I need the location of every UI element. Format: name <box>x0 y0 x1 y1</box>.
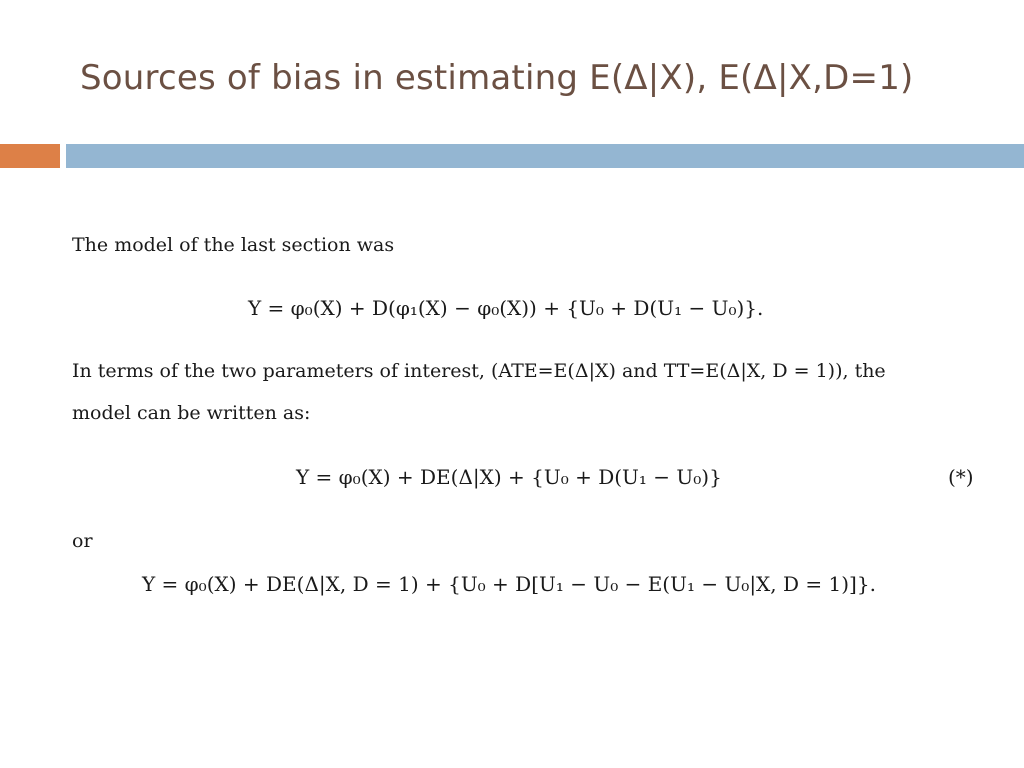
equation-2: Y = φ₀(X) + DE(Δ|X) + {U₀ + D(U₁ − U₀)} <box>296 465 722 489</box>
intro-text: The model of the last section was <box>72 234 395 256</box>
accent-bar-orange <box>0 144 60 168</box>
slide-title: Sources of bias in estimating E(Δ|X), E(Δ|X,D=1) <box>80 58 914 98</box>
equation-2-tag: (*) <box>948 465 974 489</box>
accent-bar-blue <box>66 144 1024 168</box>
parameters-text-line-1: In terms of the two parameters of interest, (ATE=E(Δ|X) and TT=E(Δ|X, D = 1)), the <box>72 360 886 382</box>
or-text: or <box>72 530 93 552</box>
equation-1: Y = φ₀(X) + D(φ₁(X) − φ₀(X)) + {U₀ + D(U₁ − U₀)}. <box>248 296 764 320</box>
equation-3: Y = φ₀(X) + DE(Δ|X, D = 1) + {U₀ + D[U₁ − U₀ − E(U₁ − U₀|X, D = 1)]}. <box>142 572 876 596</box>
parameters-text-line-2: model can be written as: <box>72 402 311 424</box>
